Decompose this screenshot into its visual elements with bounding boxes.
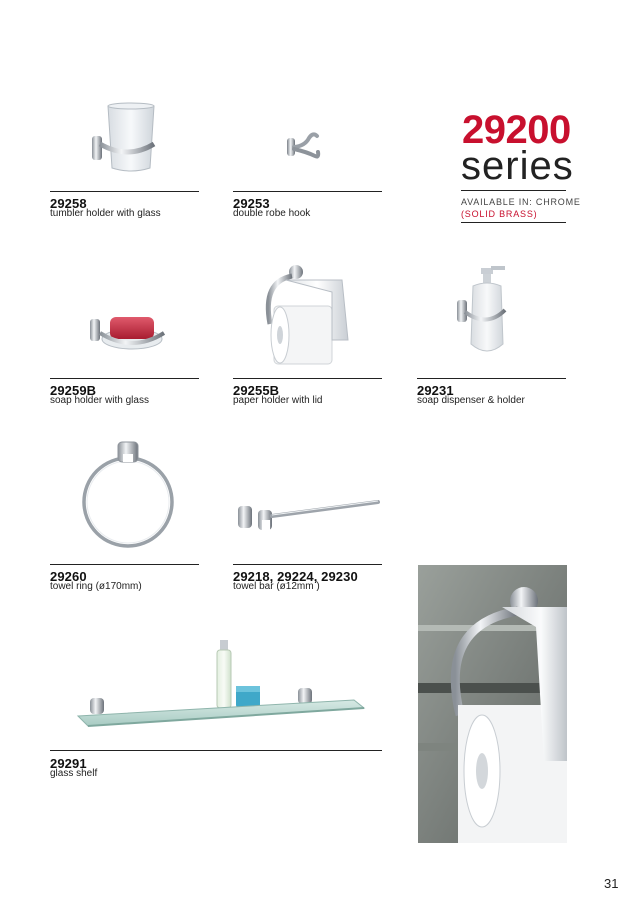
- item-rule: [233, 378, 382, 379]
- item-code: 29218, 29224, 29230: [233, 569, 358, 584]
- item-code: 29291: [50, 756, 87, 771]
- item-code: 29259B: [50, 383, 97, 398]
- item-rule: [50, 564, 199, 565]
- item-desc: glass shelf: [50, 768, 98, 779]
- item-rule: [50, 378, 199, 379]
- item-rule: [233, 191, 382, 192]
- series-word: series: [461, 144, 574, 188]
- soap-dispenser-icon: [455, 262, 530, 362]
- item-desc: soap dispenser & holder: [417, 395, 525, 406]
- item-desc: double robe hook: [233, 208, 311, 219]
- item-desc: tumbler holder with glass: [50, 208, 161, 219]
- towel-bar-icon: [236, 496, 381, 536]
- series-number: 29200: [462, 108, 571, 152]
- item-code: 29260: [50, 569, 87, 584]
- item-rule: [233, 564, 382, 565]
- item-code: 29255B: [233, 383, 280, 398]
- tumbler-holder-icon: [88, 100, 178, 180]
- material-text: (SOLID BRASS): [461, 209, 538, 219]
- robe-hook-icon: [285, 130, 325, 164]
- glass-shelf-icon: [76, 636, 366, 728]
- item-rule: [50, 750, 382, 751]
- item-code: 29253: [233, 196, 270, 211]
- item-rule: [417, 378, 566, 379]
- item-desc: towel bar (ø12mm ): [233, 581, 320, 592]
- paper-holder-icon: [258, 262, 353, 372]
- paper-holder-photo: [418, 565, 567, 843]
- series-rule-bottom: [461, 222, 566, 223]
- soap-holder-icon: [88, 305, 168, 357]
- item-desc: towel ring (ø170mm): [50, 581, 142, 592]
- series-rule-top: [461, 190, 566, 191]
- page-number: 31: [604, 876, 619, 891]
- item-code: 29231: [417, 383, 454, 398]
- towel-ring-icon: [76, 438, 181, 553]
- item-rule: [50, 191, 199, 192]
- availability-text: AVAILABLE IN: CHROME: [461, 197, 581, 207]
- item-code: 29258: [50, 196, 87, 211]
- item-desc: paper holder with lid: [233, 395, 323, 406]
- item-desc: soap holder with glass: [50, 395, 149, 406]
